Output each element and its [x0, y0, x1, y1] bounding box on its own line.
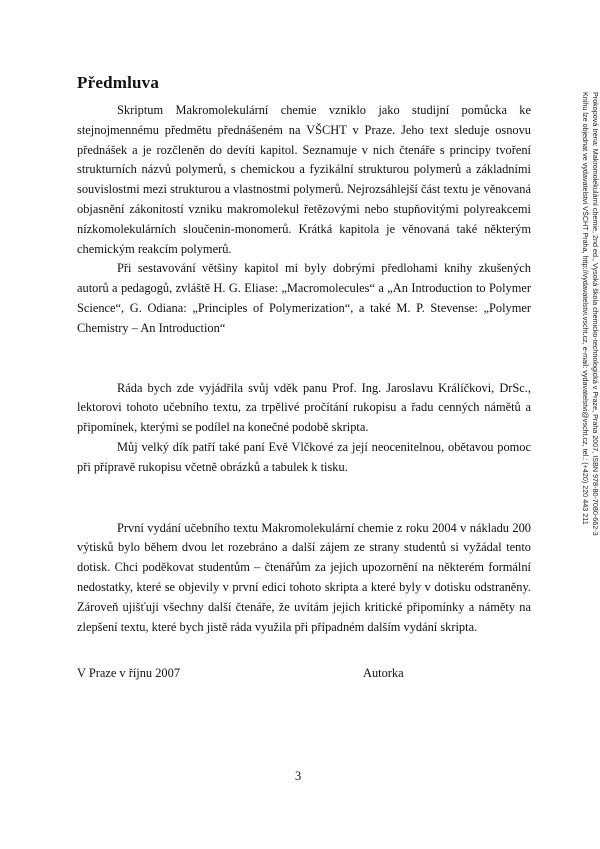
page-number: 3 [295, 769, 302, 783]
spacer [77, 339, 531, 359]
side-note-line-2: Knihu lze objednat ve vydavatelství VŠCHT Praha, http://vydavatelstvi.vscht.cz, e-mail: vydavatelstvi@vscht.cz, tel.: (+420) 220 443 211 [581, 92, 590, 525]
paragraph-thanks-reviewer: Ráda bych zde vyjádřila svůj vděk panu Prof. Ing. Jaroslavu Králíčkovi, DrSc., lektorovi tohoto učebního textu, za trpělivé pročítání rukopisu a řadu cenných námětů a připomínek, kterými se podílel na konečné podobě skripta. [77, 380, 531, 435]
spacer [77, 359, 531, 379]
paragraph-reprint: První vydání učebního textu Makromolekulární chemie z roku 2004 v nákladu 200 výtisků bylo během dvou let rozebráno a další zájem ze strany studentů si vyžádal tento dotisk. Chci poděkovat studentům – čtenářům za jejich upozornění na některém formální nedostatky, které se objevily v první edici tohoto skripta a které byly v dotisku odstraněny. Zároveň ujišťuji všechny další čtenáře, že uvítám jejich kritické připomínky a náměty na zlepšení textu, které bych jistě ráda využila při případném dalším vydání skripta. [77, 520, 531, 634]
paragraph-intro: Skriptum Makromolekulární chemie vzniklo jako studijní pomůcka ke stejnojmennému předmětu přednášeném na VŠCHT v Praze. Jeho text sleduje osnovu přednášek a je rozčleněn do devíti kapitol. Seznamuje v nich čtenáře s principy tvoření strukturních názvů polymerů, s chemickou a fyzikální strukturou polymerů a základními souvislostmi mezi strukturou a vlastnostmi polymerů. Nejrozsáhlejší část textu je věnovaná objasnění zákonitostí vzniku makromolekul řetězovými nebo stupňovitými polyreakcemi nízkomolekulárních sloučenin-monomerů. Krátká kapitola je věnovaná také některým chemickým reakcím polymerů. [77, 103, 531, 256]
place-date: V Praze v říjnu 2007 [77, 666, 181, 680]
side-note-line-1: Prokopová Irena: Makromolekulární chemie, 2nd ed., Vysoká škola chemicko-technologická v Praze, Praha 2007, ISBN 978-80-7080-662-3 [591, 92, 600, 536]
page-title: Předmluva [77, 73, 160, 92]
spacer [77, 499, 531, 519]
author-signature: Autorka [363, 666, 404, 680]
side-publication-note [566, 92, 600, 632]
spacer [77, 478, 531, 499]
paragraph-sources: Při sestavování většiny kapitol mi byly dobrými předlohami knihy zkušených autorů a pedagogů, zvláště H. G. Eliase: „Macromolecules“ a „An Introduction to Polymer Science“, G. Odiana: „Principles of Polymerization“, a také M. P. Stevense: „Polymer Chemistry – An Introduction“ [77, 261, 531, 335]
paragraph-thanks-assistant: Můj velký dík patří také paní Evě Vlčkové za její neocenitelnou, obětavou pomoc při přípravě rukopisu včetně obrázků a tabulek k tisku. [77, 439, 531, 474]
document-body [77, 101, 531, 637]
